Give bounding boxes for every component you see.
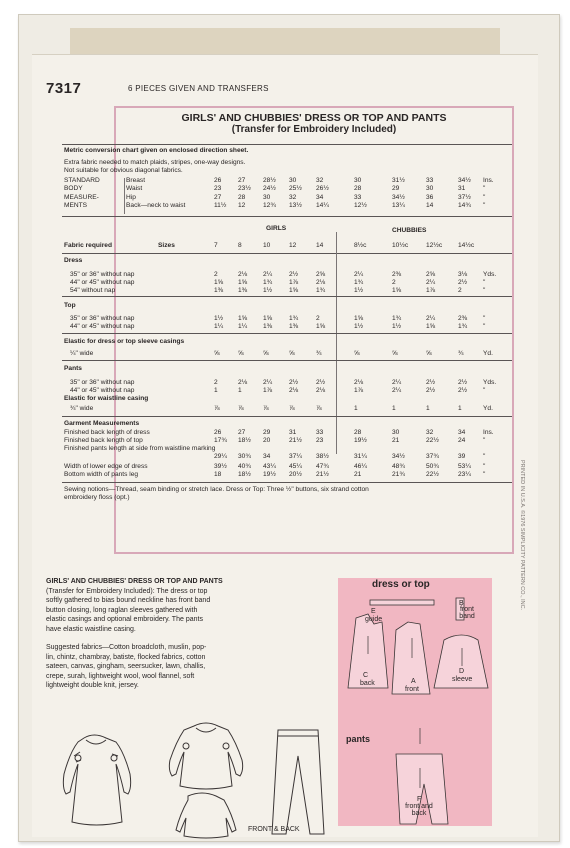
- fabric-value: ⅝: [263, 350, 269, 357]
- garment-value: 29¼: [214, 453, 227, 460]
- rule: [62, 216, 512, 217]
- body-measure-value: 34½: [392, 193, 405, 201]
- fabric-value: 2⅝: [316, 271, 326, 278]
- fabric-row-label: ¾" wide: [70, 405, 94, 412]
- body-measure-value: 33: [426, 177, 434, 184]
- piece-e-name: guide: [365, 616, 383, 623]
- girls-size: 14: [316, 242, 324, 249]
- fabric-value: 2¼: [392, 387, 402, 394]
- unit-label: Ins.: [483, 429, 494, 436]
- fabric-row-label: 35" or 36" without nap: [70, 379, 135, 386]
- garment-value: 23¼: [458, 471, 471, 478]
- fabric-value: ⅝: [392, 350, 398, 357]
- unit-label: ": [483, 315, 486, 322]
- garment-illustrations: [46, 718, 346, 838]
- garment-row-label: Bottom width of pants leg: [64, 471, 139, 478]
- side-imprint: [517, 460, 526, 790]
- garment-value: 39½: [214, 463, 227, 470]
- fabric-value: 2: [458, 287, 462, 294]
- garment-value: 30¾: [238, 453, 251, 460]
- body-measure-value: 25½: [289, 185, 302, 193]
- fabric-value: 2⅛: [354, 379, 364, 386]
- garment-value: 30: [392, 429, 400, 436]
- body-measure-value: 14¾: [458, 202, 471, 210]
- fabric-value: 1⅝: [263, 315, 273, 322]
- fabric-value: ⅝: [426, 350, 432, 357]
- fabric-row-label: 44" or 45" without nap: [70, 279, 135, 286]
- garment-value: 18: [214, 471, 222, 478]
- fabric-value: 1¾: [458, 323, 468, 330]
- pattern-title: GIRLS' AND CHUBBIES' DRESS OR TOP AND PANTS: [181, 112, 447, 124]
- body-measure-row-label: Back—neck to waist: [126, 202, 186, 210]
- body-measure-value: 30: [289, 177, 297, 184]
- body-measure-value: 12¾: [263, 202, 276, 210]
- garment-value: 47¾: [316, 463, 329, 470]
- piece-d-name: sleeve: [452, 676, 473, 683]
- fabric-value: 1½: [214, 315, 224, 322]
- piece-e-letter: E: [371, 608, 376, 615]
- garment-value: 24: [458, 437, 466, 444]
- unit-label: Ins.: [483, 177, 494, 184]
- description-line: have elastic waistline casing.: [46, 626, 136, 633]
- girls-size: 10: [263, 242, 271, 249]
- unit-label: ": [483, 387, 486, 394]
- fabric-value: 1⅝: [238, 315, 248, 322]
- rule: [62, 482, 512, 483]
- garment-value: 53¼: [458, 463, 471, 470]
- garment-value: 31¼: [354, 453, 367, 460]
- fabric-value: 2: [214, 379, 218, 386]
- fabric-value: 1⅝: [354, 315, 364, 322]
- fabric-value: 1⅝: [214, 279, 224, 286]
- body-measure-value: 28: [354, 185, 362, 193]
- description-line: softly gathered to bias bound neckline has front band: [46, 597, 211, 605]
- unit-label: Yds.: [483, 271, 497, 278]
- fabric-value: 2½: [426, 387, 436, 394]
- side-imprint-text: PRINTED IN U.S.A. ©1976 SIMPLICITY PATTERN CO., INC.: [519, 460, 525, 611]
- body-measure-value: 23½: [238, 185, 251, 193]
- garment-value: 46¼: [354, 463, 367, 470]
- suggested-fabrics-line: sateen, canvas, gingham, seersucker, lawn, challis,: [46, 663, 206, 671]
- garment-value: 22½: [426, 437, 439, 444]
- garment-value: 34½: [392, 453, 405, 460]
- garment-value: 34: [263, 453, 271, 460]
- body-measure-value: 14¼: [316, 202, 329, 210]
- unit-label: ": [483, 193, 486, 201]
- fabric-value: 1¾: [316, 287, 326, 294]
- description-line: elastic casings and optional embroidery. The pants: [46, 616, 203, 624]
- body-measure-value: 32: [316, 177, 324, 184]
- unit-label: ": [483, 453, 486, 460]
- body-measure-row-label: Hip: [126, 193, 136, 201]
- fabric-value: 2¼: [263, 271, 273, 278]
- girls-size: 12: [289, 242, 297, 249]
- suggested-fabrics-line: crepe, surah, lightweight wool, wool flannel, soft: [46, 672, 195, 680]
- piece-a-letter: A: [411, 678, 416, 685]
- fabric-value: 2⅛: [316, 279, 326, 286]
- fabric-value: 1½: [354, 323, 364, 330]
- body-measure-value: 30: [263, 193, 271, 201]
- fabric-section-heading: Dress: [64, 257, 83, 264]
- fabric-value: 1: [426, 405, 430, 412]
- rule: [62, 333, 512, 334]
- body-measure-value: 23: [214, 185, 222, 193]
- pattern-subtitle: (Transfer for Embroidery Included): [231, 124, 397, 135]
- body-measure-value: 37½: [458, 193, 471, 201]
- fabric-value: 2⅜: [392, 271, 402, 278]
- unit-label: ": [483, 287, 486, 294]
- body-measure-value: 26½: [316, 185, 329, 193]
- fabric-value: 1⅝: [316, 323, 326, 330]
- garment-value: 40¾: [238, 463, 251, 470]
- fabric-value: 2½: [458, 279, 468, 286]
- body-measure-value: 26: [214, 177, 222, 184]
- unit-label: ": [483, 437, 486, 444]
- body-measure-value: 36: [426, 193, 434, 201]
- fabric-section-heading: Elastic for waistline casing: [64, 395, 149, 402]
- garment-value: 27: [238, 429, 246, 436]
- piece-c-name: back: [360, 680, 375, 687]
- fabric-value: 1½: [263, 287, 273, 294]
- suggested-fabrics-line: Suggested fabrics—Cotton broadcloth, muslin, pop-: [46, 644, 207, 651]
- garment-value: 18½: [238, 437, 251, 444]
- body-measure-value: 32: [289, 193, 297, 201]
- fabric-value: ⅝: [214, 350, 220, 357]
- unit-label: ": [483, 185, 486, 193]
- garment-value: 22½: [426, 471, 439, 478]
- body-measure-value: 11½: [214, 202, 227, 210]
- body-measure-value: 28: [238, 193, 246, 201]
- fabric-value: 1½: [392, 323, 402, 330]
- fabric-value: 2¼: [426, 279, 436, 286]
- fabric-value: 1⅝: [392, 287, 402, 294]
- garment-value: 21: [392, 437, 400, 444]
- fabric-value: 2¼: [263, 379, 273, 386]
- body-measure-row-label: Waist: [126, 185, 143, 193]
- fabric-value: 1⅜: [238, 287, 248, 294]
- fabric-value: 3⅛: [458, 271, 468, 278]
- fabric-value: ⅝: [238, 350, 244, 357]
- fabric-value: 1¼: [214, 323, 224, 330]
- chubbies-size: 8½c: [354, 242, 367, 249]
- garment-value: 37¼: [289, 453, 302, 460]
- body-measurements-label: STANDARD: [64, 177, 100, 184]
- piece-b-name: front band: [459, 606, 475, 621]
- fabric-value: 1⅜: [289, 323, 299, 330]
- fabric-value: 2⅛: [316, 387, 326, 394]
- fabric-value: 2: [214, 271, 218, 278]
- garment-row-label: Finished back length of dress: [64, 429, 150, 436]
- fabric-value: ⅞: [289, 405, 295, 412]
- body-measure-value: 24½: [263, 185, 276, 193]
- fabric-row-label: 54" without nap: [70, 287, 116, 294]
- unit-label: Yds.: [483, 379, 497, 386]
- piece-f-letter: F: [417, 796, 422, 803]
- body-measure-value: 12: [238, 202, 246, 210]
- fabric-value: 1: [392, 405, 396, 412]
- fabric-value: 2⅝: [426, 271, 436, 278]
- description-line: GIRLS' AND CHUBBIES' DRESS OR TOP AND PANTS: [46, 578, 223, 585]
- fabric-value: 1: [238, 387, 242, 394]
- unit-label: ": [483, 279, 486, 286]
- unit-label: Yd.: [483, 405, 493, 412]
- metric-note: Metric conversion chart given on enclosed direction sheet.: [64, 147, 249, 154]
- body-measure-value: 31: [458, 185, 466, 193]
- piece-a-name: front: [405, 686, 420, 693]
- body-measure-value: 28½: [263, 177, 276, 184]
- garment-value: 23: [316, 437, 324, 444]
- body-measure-value: 30: [426, 185, 434, 193]
- body-measure-value: 31½: [392, 177, 405, 184]
- description-line: (Transfer for Embroidery Included): The dress or top: [46, 587, 208, 595]
- fabric-value: 2: [316, 315, 320, 322]
- garment-value: 17¾: [214, 437, 227, 444]
- fabric-value: 2⅛: [289, 387, 299, 394]
- fabric-value: 1⅝: [426, 323, 436, 330]
- fabric-value: 1⅞: [354, 387, 364, 394]
- garment-value: 28: [354, 429, 362, 436]
- fabric-value: 2⅛: [238, 271, 248, 278]
- unit-label: ": [483, 323, 486, 330]
- girls-heading: GIRLS: [266, 225, 287, 232]
- garment-value: 33: [316, 429, 324, 436]
- fabric-value: 2¼: [354, 271, 364, 278]
- unit-label: ": [483, 463, 486, 470]
- garment-value: 19½: [354, 437, 367, 444]
- fabric-row-label: 44" or 45" without nap: [70, 387, 135, 394]
- illustration-caption: FRONT & BACK: [248, 826, 300, 833]
- fabric-row-label: ¼" wide: [70, 350, 94, 357]
- garment-value: 21¾: [392, 471, 405, 478]
- body-measure-value: 12½: [354, 202, 367, 210]
- fabric-value: 1⅞: [289, 279, 299, 286]
- garment-value: 43¼: [263, 463, 276, 470]
- sizes-label: Sizes: [158, 242, 175, 249]
- girls-size: 8: [238, 242, 242, 249]
- body-measure-value: 13½: [289, 202, 302, 210]
- dress-or-top-heading: dress or top: [372, 579, 430, 590]
- garment-value: 26: [214, 429, 222, 436]
- column-rule: [124, 178, 125, 214]
- fabric-row-label: 44" or 45" without nap: [70, 323, 135, 330]
- chubbies-size: 12½c: [426, 242, 443, 249]
- fabric-value: 2½: [316, 379, 326, 386]
- piece-e-guide: [370, 600, 434, 605]
- fabric-value: 1: [214, 387, 218, 394]
- fabric-value: 1⅞: [426, 287, 436, 294]
- piece-f-name: front and back: [405, 803, 433, 818]
- garment-row-label: Finished back length of top: [64, 437, 143, 444]
- garment-value: 39: [458, 453, 466, 460]
- rule: [62, 144, 512, 145]
- top-back-illustration: [176, 793, 236, 838]
- fabric-value: ⅞: [238, 405, 244, 412]
- unit-label: ": [483, 471, 486, 478]
- chubbies-size: 14½c: [458, 242, 475, 249]
- garment-value: 48¾: [392, 463, 405, 470]
- fabric-section-heading: Elastic for dress or top sleeve casings: [64, 338, 185, 345]
- unit-label: ": [483, 202, 486, 210]
- garment-value: 38½: [316, 453, 329, 460]
- garment-value: 20: [263, 437, 271, 444]
- fabric-value: 2½: [289, 379, 299, 386]
- fabric-value: ⅝: [289, 350, 295, 357]
- extra-fabric-note-1: Extra fabric needed to match plaids, stripes, one-way designs.: [64, 159, 246, 166]
- suggested-fabrics-line: lightweight double knit, jersey.: [46, 682, 139, 690]
- fabric-value: ¾: [458, 350, 464, 357]
- fabric-section-heading: Top: [64, 302, 76, 309]
- fabric-value: ⅝: [354, 350, 360, 357]
- body-measure-value: 27: [214, 193, 222, 201]
- garment-value: 37¾: [426, 453, 439, 460]
- extra-fabric-note-2: Not suitable for obvious diagonal fabrics.: [64, 167, 183, 174]
- body-measure-value: 14: [426, 202, 434, 210]
- fabric-value: 1¾: [354, 279, 364, 286]
- fabric-value: 2½: [458, 387, 468, 394]
- garment-value: 32: [426, 429, 434, 436]
- body-measurements-label: BODY: [64, 185, 83, 193]
- body-measure-value: 13¼: [392, 202, 405, 210]
- girls-size: 7: [214, 242, 218, 249]
- fabric-section-heading: Pants: [64, 365, 82, 372]
- fabric-value: 1¾: [289, 315, 299, 322]
- piece-d-letter: D: [459, 668, 465, 675]
- pieces-note: 6 PIECES GIVEN AND TRANSFERS: [128, 84, 269, 93]
- piece-b-letter: B: [459, 600, 464, 607]
- dress-illustration: [63, 735, 130, 825]
- pattern-number: 7317: [46, 80, 82, 97]
- sewing-notions-line-1: Sewing notions—Thread, seam binding or stretch lace. Dress or Top: Three ½" buttons, six strand cotton: [64, 486, 369, 493]
- garment-measurements-heading: Garment Measurements: [64, 420, 140, 427]
- fabric-value: 1¾: [263, 279, 273, 286]
- fabric-value: 1¼: [238, 323, 248, 330]
- fabric-value: 1⅜: [214, 287, 224, 294]
- chubbies-heading: CHUBBIES: [392, 227, 427, 234]
- body-measure-value: 29: [392, 185, 400, 193]
- fabric-value: 1⅝: [289, 287, 299, 294]
- garment-value: 31: [289, 429, 297, 436]
- fabric-value: 1⅞: [263, 387, 273, 394]
- top-illustration: [169, 723, 242, 789]
- body-measure-value: 33: [354, 193, 362, 201]
- fabric-row-label: 35" or 36" without nap: [70, 315, 135, 322]
- body-measure-value: 34½: [458, 177, 471, 184]
- body-measure-row-label: Breast: [126, 177, 146, 184]
- garment-value: 21½: [316, 471, 329, 478]
- fabric-value: 1: [458, 405, 462, 412]
- garment-row-label: Finished pants length at side from waistline marking: [64, 445, 216, 452]
- body-measurements-label: MEASURE-: [64, 193, 99, 201]
- garment-value: 29: [263, 429, 271, 436]
- rule: [62, 416, 512, 417]
- fabric-value: 1⅝: [238, 279, 248, 286]
- garment-value: 21½: [289, 437, 302, 444]
- description-line: button closing, long raglan sleeves gathered with: [46, 606, 198, 614]
- fabric-value: 2¼: [426, 315, 436, 322]
- chubbies-size: 10½c: [392, 242, 409, 249]
- sewing-notions-line-2: embroidery floss (opt.): [64, 494, 130, 501]
- unit-label: Yd.: [483, 350, 493, 357]
- body-measure-value: 34: [316, 193, 324, 201]
- fabric-required-label: Fabric required: [64, 242, 113, 249]
- fabric-value: 2½: [458, 379, 468, 386]
- fabric-value: ¾: [316, 350, 322, 357]
- fabric-value: 1½: [354, 287, 364, 294]
- garment-value: 21: [354, 471, 362, 478]
- garment-value: 50¾: [426, 463, 439, 470]
- garment-value: 18½: [238, 471, 251, 478]
- fabric-row-label: 35" or 36" without nap: [70, 271, 135, 278]
- garment-value: 45¼: [289, 463, 302, 470]
- body-measure-value: 27: [238, 177, 246, 184]
- garment-row-label: Width of lower edge of dress: [64, 463, 148, 470]
- fabric-value: 1: [354, 405, 358, 412]
- rule: [62, 296, 512, 297]
- fabric-value: 2: [392, 279, 396, 286]
- fabric-value: 2½: [426, 379, 436, 386]
- rule: [62, 360, 512, 361]
- suggested-fabrics-line: lin, chintz, chambray, batiste, flocked fabrics, cotton: [46, 653, 206, 661]
- fabric-value: ⅞: [263, 405, 269, 412]
- column-rule: [336, 232, 337, 454]
- fabric-value: 2¼: [392, 379, 402, 386]
- garment-value: 20½: [289, 471, 302, 478]
- piece-c-letter: C: [363, 672, 369, 679]
- fabric-value: ⅞: [316, 405, 322, 412]
- garment-value: 34: [458, 429, 466, 436]
- pants-illustration: [272, 730, 324, 834]
- body-measure-value: 30: [354, 177, 362, 184]
- garment-value: 19½: [263, 471, 276, 478]
- fabric-value: 2½: [289, 271, 299, 278]
- fabric-value: 2⅛: [238, 379, 248, 386]
- fabric-value: 2⅜: [458, 315, 468, 322]
- pants-heading: pants: [346, 734, 371, 744]
- fabric-value: 1¾: [392, 315, 402, 322]
- rule: [62, 253, 512, 254]
- fabric-value: ⅞: [214, 405, 220, 412]
- body-measurements-label: MENTS: [64, 202, 88, 210]
- fabric-value: 1⅜: [263, 323, 273, 330]
